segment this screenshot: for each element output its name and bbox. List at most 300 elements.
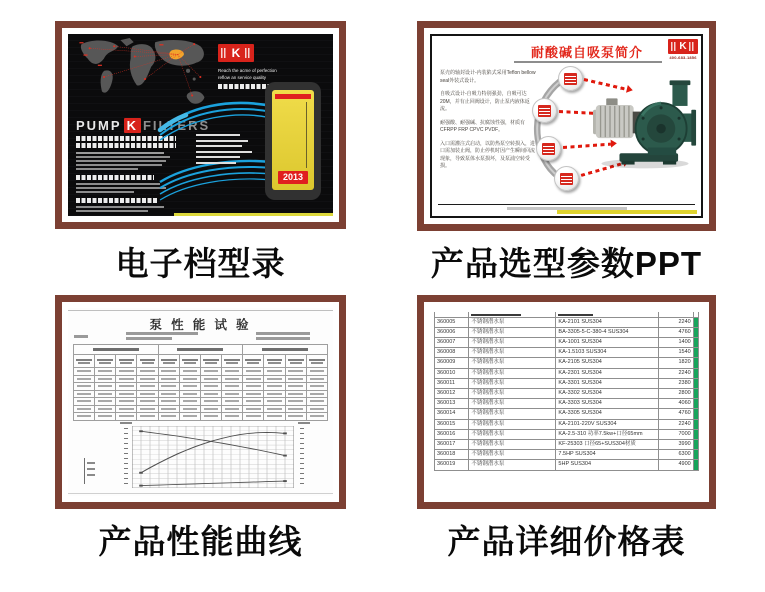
illegible-cell-value: [204, 415, 219, 417]
table-cell: [200, 375, 221, 383]
illegible-cell-value: [119, 400, 134, 402]
illegible-cell-value: [288, 400, 303, 402]
step-circle: [558, 66, 583, 91]
illegible-cell-value: [98, 400, 113, 402]
table-cell: [179, 398, 200, 406]
illegible-cell-value: [161, 400, 176, 402]
illegible-cell-value: [161, 378, 176, 380]
illegible-cell-value: [161, 385, 176, 387]
illegible-text-line: [196, 134, 240, 136]
meta-line-illegible: [256, 337, 310, 340]
table-cell: [200, 383, 221, 391]
illegible-cell-value: [78, 362, 90, 364]
slide-k-logo-icon: [668, 39, 698, 54]
ribbon-line: [306, 102, 307, 168]
item-name: 不锈钢潜水泵: [469, 327, 556, 337]
table-row: [74, 398, 328, 406]
table-cell: [137, 368, 158, 376]
item-model: 5HP SUS304: [556, 460, 659, 470]
table-cell: [74, 375, 95, 383]
table-cell: [264, 405, 285, 413]
item-name: 不锈钢潜水泵: [469, 399, 556, 409]
feature-paragraph: 自吸式设计-自吸力特别强劲，自吸可达20M，并有止回阀设计，防止泵内液体返流。: [440, 91, 530, 112]
green-flag-cell: [693, 327, 698, 337]
table-row: [74, 390, 328, 398]
item-price: 3990: [659, 439, 693, 449]
performance-curves-chart: [132, 426, 294, 488]
illegible-cell-value: [309, 359, 325, 361]
table-cell: [222, 383, 243, 391]
illegible-cell-value: [161, 415, 176, 417]
illegible-cell-value: [77, 378, 92, 380]
item-model: KA-3302 SUS304: [556, 388, 659, 398]
price-row: [435, 439, 699, 449]
green-flag-cell: [693, 419, 698, 429]
illegible-cell-value: [161, 408, 176, 410]
table-cell: [264, 398, 285, 406]
ribbon-red-bar: [275, 94, 311, 99]
meta-line-illegible: [74, 335, 88, 338]
illegible-cell-value: [77, 370, 92, 372]
table-row: [74, 383, 328, 391]
price-row: [435, 378, 699, 388]
item-id: 360015: [435, 419, 469, 429]
illegible-cell-value: [140, 393, 155, 395]
sheet-rule: [68, 493, 333, 494]
table-sub-header: [95, 355, 116, 368]
table-cell: [137, 398, 158, 406]
ppt-panel: [417, 21, 716, 231]
illegible-text-line: [76, 160, 166, 162]
illegible-cell-value: [311, 362, 323, 364]
table-cell: [243, 413, 264, 421]
green-flag-cell: [693, 378, 698, 388]
price-list: [430, 308, 703, 496]
table-cell: [179, 405, 200, 413]
illegible-cell-value: [225, 415, 240, 417]
illegible-cell-value: [163, 362, 175, 364]
illegible-cell-value: [246, 400, 261, 402]
caption-price: 产品详细价格表: [447, 523, 686, 560]
illegible-cell-value: [161, 393, 176, 395]
item-id: 360007: [435, 337, 469, 347]
table-cell: [306, 368, 327, 376]
table-cell: [222, 375, 243, 383]
table-cell: [179, 368, 200, 376]
illegible-cell-value: [310, 385, 325, 387]
table-group-header: [158, 345, 243, 355]
illegible-cell-value: [204, 393, 219, 395]
price-row: [435, 337, 699, 347]
right-axis-unit-illegible: [298, 422, 310, 424]
illegible-cell-value: [119, 415, 134, 417]
illegible-cell-value: [183, 385, 198, 387]
table-cell: [200, 398, 221, 406]
item-name: 不锈钢潜水泵: [469, 317, 556, 327]
illegible-cell-value: [119, 359, 135, 361]
illegible-cell-value: [183, 415, 198, 417]
table-cell: [116, 398, 137, 406]
table-cell: [95, 405, 116, 413]
table-cell: [137, 413, 158, 421]
item-name: 不锈钢潜水泵: [469, 439, 556, 449]
illegible-cell-value: [183, 408, 198, 410]
table-cell: [74, 405, 95, 413]
item-price: 4760: [659, 327, 693, 337]
table-cell: [285, 413, 306, 421]
illegible-cell-value: [247, 362, 259, 364]
illegible-cell-value: [184, 362, 196, 364]
table-cell: [264, 390, 285, 398]
item-price: 7000: [659, 429, 693, 439]
green-flag-cell: [693, 439, 698, 449]
table-cell: [222, 413, 243, 421]
illegible-cell-value: [310, 400, 325, 402]
illegible-cell-value: [99, 362, 111, 364]
item-id: 360018: [435, 450, 469, 460]
table-cell: [74, 390, 95, 398]
table-cell: [95, 390, 116, 398]
table-cell: [306, 390, 327, 398]
performance-sheet-panel: [55, 295, 346, 509]
table-cell: [137, 390, 158, 398]
item-price: 4760: [659, 409, 693, 419]
illegible-text-line: [76, 183, 160, 185]
item-price: 6300: [659, 450, 693, 460]
step-circle: [536, 136, 561, 161]
illegible-cell-value: [310, 378, 325, 380]
item-name: 不锈钢潜水泵: [469, 429, 556, 439]
illegible-cell-value: [246, 385, 261, 387]
table-cell: [95, 413, 116, 421]
table-cell: [285, 368, 306, 376]
illegible-cell-value: [288, 370, 303, 372]
illegible-cell-value: [98, 385, 113, 387]
illegible-cell-value: [288, 408, 303, 410]
table-cell: [222, 390, 243, 398]
illegible-cell-value: [288, 415, 303, 417]
table-cell: [179, 390, 200, 398]
left-axis-unit-illegible: [120, 422, 132, 424]
illegible-cell-value: [140, 359, 156, 361]
illegible-cell-value: [204, 408, 219, 410]
green-flag-cell: [693, 429, 698, 439]
illegible-cell-value: [267, 393, 282, 395]
illegible-cell-value: [288, 393, 303, 395]
illegible-cell-value: [140, 400, 155, 402]
table-cell: [158, 405, 179, 413]
item-price: 2380: [659, 378, 693, 388]
table-sub-header: [306, 355, 327, 368]
illegible-text-line: [196, 156, 240, 158]
item-name: 不锈钢潜水泵: [469, 460, 556, 470]
brand-word-filters: FILTERS: [142, 118, 211, 133]
step-circle: [532, 98, 557, 123]
green-flag-cell: [693, 317, 698, 327]
illegible-cell-value: [225, 385, 240, 387]
table-cell: [200, 413, 221, 421]
curve-endpoint-marker: [139, 472, 143, 474]
item-model: KA-3305 SUS304: [556, 409, 659, 419]
table-cell: [74, 398, 95, 406]
illegible-cell-value: [98, 378, 113, 380]
illegible-cell-value: [267, 359, 283, 361]
table-cell: [200, 390, 221, 398]
caption-curve: 产品性能曲线: [98, 523, 303, 560]
price-row: [435, 419, 699, 429]
price-row: [435, 450, 699, 460]
pump-product-photo: [591, 70, 699, 174]
slide-title: 耐酸碱自吸泵简介: [530, 45, 643, 60]
yellow-ribbon: [272, 90, 314, 190]
table-cell: [222, 405, 243, 413]
item-name: 不锈钢潜水泵: [469, 450, 556, 460]
brand-k-box: K: [124, 118, 141, 133]
illegible-cell-value: [161, 370, 176, 372]
slide-k-letter: K: [679, 41, 687, 52]
item-name: 不锈钢潜水泵: [469, 337, 556, 347]
green-flag-cell: [693, 368, 698, 378]
illegible-text-line: [76, 168, 138, 170]
illegible-cell-value: [262, 348, 308, 352]
illegible-cell-value: [310, 408, 325, 410]
item-id: 360014: [435, 409, 469, 419]
price-row: [435, 348, 699, 358]
illegible-cell-value: [98, 393, 113, 395]
table-cell: [243, 383, 264, 391]
illegible-cell-value: [267, 415, 282, 417]
illegible-cell-value: [76, 359, 92, 361]
illegible-text-line: [196, 140, 248, 142]
performance-table-wrap: [73, 344, 328, 421]
green-flag-cell: [693, 409, 698, 419]
table-cell: [285, 390, 306, 398]
right-axis-ticks: [300, 428, 304, 486]
item-price: 2240: [659, 368, 693, 378]
illegible-cell-value: [268, 362, 280, 364]
year-bookmark: [265, 82, 321, 200]
table-cell: [264, 413, 285, 421]
illegible-cell-value: [97, 359, 113, 361]
table-cell: [243, 375, 264, 383]
illegible-cell-value: [119, 385, 134, 387]
table-cell: [158, 390, 179, 398]
table-sub-header: [285, 355, 306, 368]
table-cell: [95, 398, 116, 406]
table-cell: [222, 398, 243, 406]
illegible-cell-value: [288, 359, 304, 361]
item-name: 不锈钢潜水泵: [469, 419, 556, 429]
tagline-line2: reflow an service quality: [218, 74, 267, 80]
illegible-cell-value: [119, 370, 134, 372]
illegible-cell-value: [246, 415, 261, 417]
item-name: 不锈钢潜水泵: [469, 348, 556, 358]
price-row: [435, 399, 699, 409]
illegible-cell-value: [225, 408, 240, 410]
item-model: KA-3303 SUS304: [556, 399, 659, 409]
price-list-panel: [417, 295, 716, 509]
illegible-cell-value: [98, 370, 113, 372]
illegible-cell-value: [119, 408, 134, 410]
table-cell: [74, 368, 95, 376]
illegible-cell-value: [310, 393, 325, 395]
curve-endpoint-marker: [283, 480, 287, 482]
price-row: [435, 327, 699, 337]
table-cell: [179, 383, 200, 391]
price-table: [434, 312, 699, 471]
item-model: 7.5HP SUS304: [556, 450, 659, 460]
table-cell: [95, 368, 116, 376]
green-flag-cell: [693, 348, 698, 358]
illegible-cell-value: [204, 385, 219, 387]
table-cell: [285, 398, 306, 406]
item-id: 360019: [435, 460, 469, 470]
brand-k-letter: K: [231, 46, 241, 60]
item-price: 2240: [659, 419, 693, 429]
illegible-cell-value: [161, 359, 177, 361]
ppt-slide: [430, 34, 703, 218]
table-cell: [179, 375, 200, 383]
item-id: 360009: [435, 358, 469, 368]
illegible-cell-value: [290, 362, 302, 364]
item-model: KA-2.5-310 功率7.5kw+口径65mm: [556, 429, 659, 439]
illegible-text-line: [196, 145, 242, 147]
illegible-cell-value: [204, 400, 219, 402]
item-model: KA-2301 SUS304: [556, 368, 659, 378]
item-price: 1400: [659, 337, 693, 347]
illegible-cell-value: [267, 408, 282, 410]
meta-line-illegible: [126, 337, 172, 340]
curve-endpoint-marker: [139, 485, 143, 487]
illegible-cell-value: [204, 370, 219, 372]
item-price: 2800: [659, 388, 693, 398]
power-axis-corner: [84, 458, 97, 484]
illegible-cell-value: [140, 378, 155, 380]
item-price: 1540: [659, 348, 693, 358]
illegible-cell-value: [140, 385, 155, 387]
illegible-cell-value: [140, 408, 155, 410]
table-cell: [306, 398, 327, 406]
table-cell: [264, 383, 285, 391]
slide-footer-line: [438, 204, 695, 206]
meta-line-illegible: [256, 332, 310, 335]
item-model: KA-1.5103 SUS304: [556, 348, 659, 358]
illegible-cell-value: [140, 370, 155, 372]
pump-step-icon: [538, 105, 551, 117]
illegible-cell-value: [77, 415, 92, 417]
pump-step-icon: [542, 143, 555, 155]
table-cell: [243, 368, 264, 376]
table-cell: [158, 413, 179, 421]
item-model: KA-2101 SUS304: [556, 317, 659, 327]
illegible-cell-value: [98, 408, 113, 410]
table-group-header: [243, 345, 328, 355]
table-cell: [306, 413, 327, 421]
illegible-cell-value: [225, 370, 240, 372]
table-cell: [137, 375, 158, 383]
table-cell: [95, 375, 116, 383]
item-name: 不锈钢潜水泵: [469, 368, 556, 378]
table-cell: [158, 368, 179, 376]
green-flag-cell: [693, 399, 698, 409]
table-sub-header: [243, 355, 264, 368]
item-id: 360010: [435, 368, 469, 378]
illegible-cell-value: [267, 370, 282, 372]
illegible-cell-value: [310, 415, 325, 417]
table-cell: [285, 405, 306, 413]
item-id: 360016: [435, 429, 469, 439]
illegible-text-line: [76, 191, 134, 193]
performance-table: [73, 344, 328, 421]
item-name: 不锈钢潜水泵: [469, 378, 556, 388]
price-row: [435, 409, 699, 419]
illegible-cell-value: [225, 393, 240, 395]
item-price: 4900: [659, 460, 693, 470]
illegible-cell-value: [98, 415, 113, 417]
illegible-cell-value: [183, 400, 198, 402]
catalog-cover: [68, 34, 333, 216]
illegible-cell-value: [205, 362, 217, 364]
left-axis-ticks: [124, 428, 128, 486]
illegible-cell-value: [93, 348, 139, 352]
table-cell: [116, 405, 137, 413]
illegible-cell-value: [246, 393, 261, 395]
table-cell: [243, 405, 264, 413]
illegible-cell-value: [267, 400, 282, 402]
table-cell: [306, 383, 327, 391]
table-cell: [158, 398, 179, 406]
illegible-text-line: [76, 175, 154, 180]
price-row: [435, 368, 699, 378]
green-flag-cell: [693, 460, 698, 470]
price-row: [435, 388, 699, 398]
illegible-cell-value: [120, 362, 132, 364]
table-sub-header: [179, 355, 200, 368]
item-model: BA-3305-5-C-380-4 SUS304: [556, 327, 659, 337]
item-id: 360012: [435, 388, 469, 398]
table-cell: [137, 405, 158, 413]
illegible-text-line: [76, 210, 148, 212]
green-flag-cell: [693, 358, 698, 368]
table-row: [74, 375, 328, 383]
table-sub-header: [158, 355, 179, 368]
table-cell: [116, 375, 137, 383]
item-model: KA-3301 SUS304: [556, 378, 659, 388]
catalog-cover-panel: [55, 21, 346, 229]
step-circle: [554, 166, 579, 191]
table-cell: [200, 368, 221, 376]
illegible-cell-value: [246, 370, 261, 372]
item-model: KF-25303 口径65+SUS304材质: [556, 439, 659, 449]
illegible-cell-value: [225, 378, 240, 380]
caption-catalog: 电子档型录: [115, 245, 286, 282]
table-cell: [285, 375, 306, 383]
table-cell: [116, 383, 137, 391]
green-flag-cell: [693, 337, 698, 347]
item-name: 不锈钢潜水泵: [469, 409, 556, 419]
illegible-cell-value: [140, 415, 155, 417]
item-price: 4060: [659, 399, 693, 409]
table-cell: [222, 368, 243, 376]
illegible-cell-value: [267, 385, 282, 387]
price-row: [435, 317, 699, 327]
table-sub-header: [116, 355, 137, 368]
table-cell: [306, 375, 327, 383]
illegible-cell-value: [177, 348, 223, 352]
performance-sheet: [68, 308, 333, 496]
illegible-text-line: [76, 152, 164, 154]
table-row: [74, 413, 328, 421]
